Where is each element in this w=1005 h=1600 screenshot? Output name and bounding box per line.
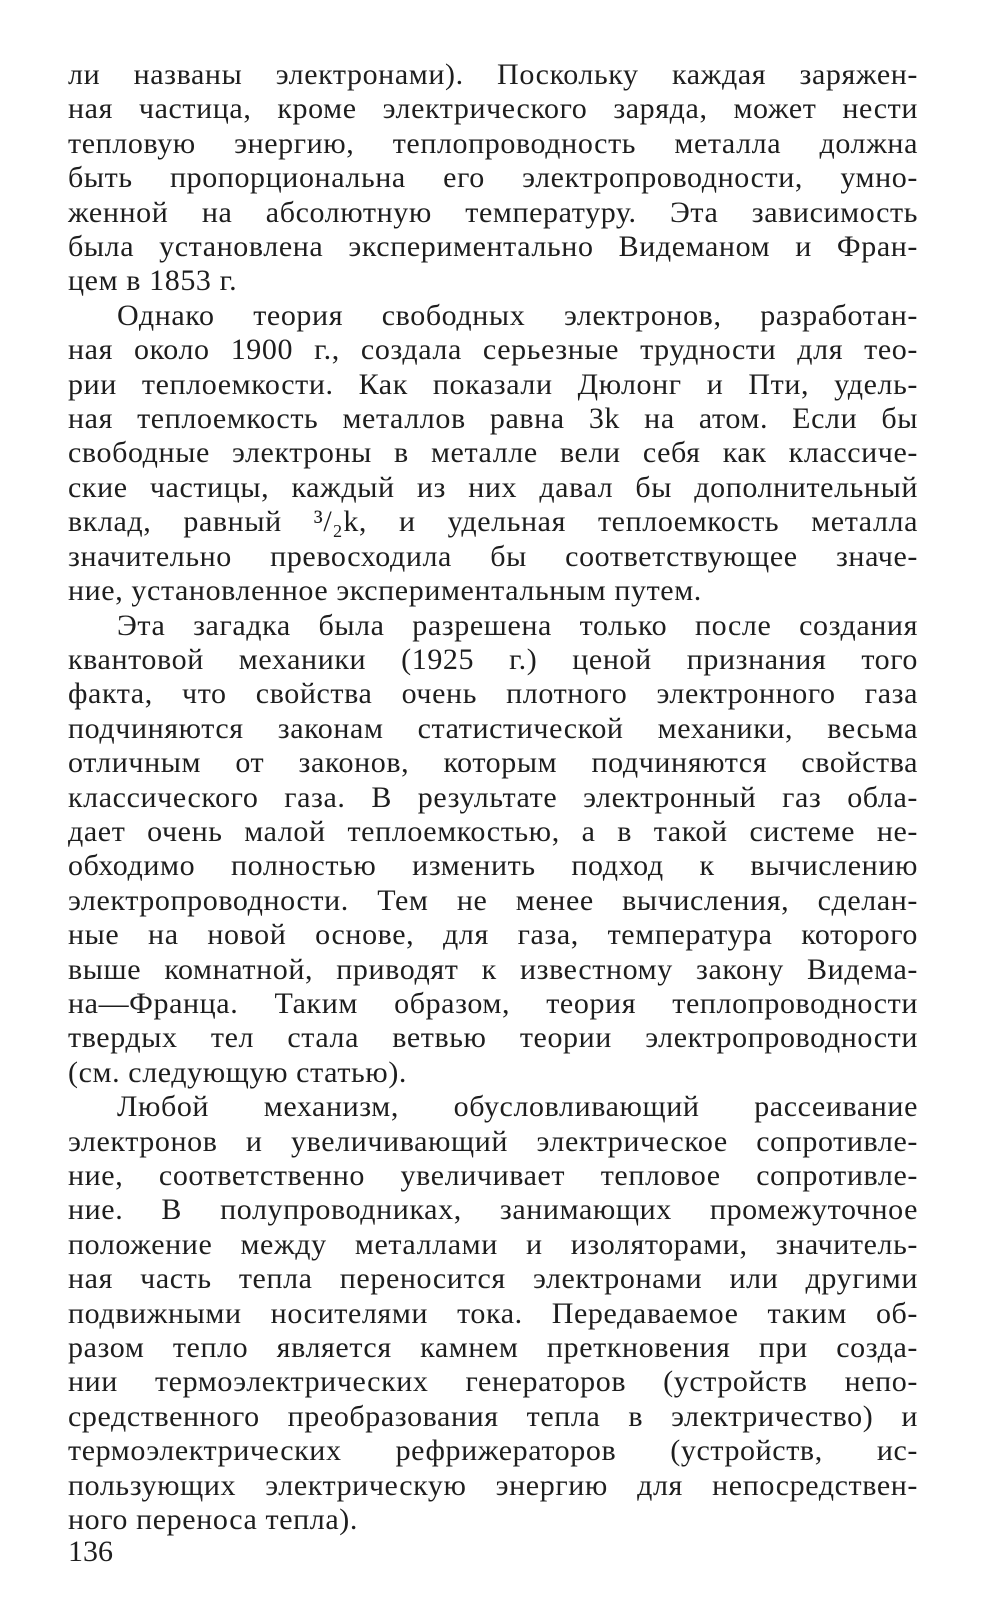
text-line: нии термоэлектрических генераторов (устройств непо- [68, 1365, 918, 1399]
text-line: подчиняются законам статистической механики, весьма [68, 711, 918, 745]
page-body [68, 58, 918, 1537]
text-line: ние, установленное экспериментальным путем. [68, 574, 702, 608]
text-line: вклад, равный ³/₂k, и удельная теплоемкость металла [68, 505, 918, 539]
text-line: быть пропорциональна его электропроводности, умно- [68, 161, 918, 195]
text-line: (см. следующую статью). [68, 1055, 408, 1089]
text-line: ние, соответственно увеличивает тепловое сопротивле- [68, 1159, 918, 1192]
text-line: разом тепло является камнем преткновения при созда- [68, 1331, 918, 1365]
text-line: ли названы электронами). Поскольку каждая заряжен- [68, 58, 918, 91]
paragraph [68, 609, 918, 1091]
text-line: выше комнатной, приводят к известному закону Видема- [68, 952, 918, 986]
paragraph [68, 58, 918, 299]
text-line: Эта загадка была разрешена только после создания [117, 608, 918, 642]
text-line: классического газа. В результате электронный газ обла- [68, 780, 918, 814]
text-line: дает очень малой теплоемкостью, а в такой системе не- [68, 814, 918, 848]
text-line: тепловую энергию, теплопроводность металла должна [68, 126, 918, 160]
text-body [68, 58, 918, 1537]
text-line: обходимо полностью изменить подход к вычислению [68, 849, 918, 883]
text-line: твердых тел стала ветвью теории электропроводности [68, 1021, 918, 1055]
text-line: электропроводности. Тем не менее вычисления, сделан- [68, 883, 918, 917]
text-line: ного переноса тепла). [68, 1503, 358, 1537]
text-line: ние. В полупроводниках, занимающих промежуточное [68, 1193, 918, 1227]
text-line: квантовой механики (1925 г.) ценой признания того [68, 642, 918, 676]
text-line: ная около 1900 г., создала серьезные трудности для тео- [68, 333, 918, 367]
text-line: рии теплоемкости. Как показали Дюлонг и Пти, удель- [68, 367, 918, 401]
text-line: ские частицы, каждый из них давал бы дополнительный [68, 470, 918, 504]
text-line: на—Франца. Таким образом, теория теплопроводности [68, 986, 918, 1020]
text-line: отличным от законов, которым подчиняются свойства [68, 746, 918, 780]
paragraph [68, 299, 918, 609]
text-line: ная частица, кроме электрического заряда, может нести [68, 92, 918, 126]
text-line: Любой механизм, обусловливающий рассеивание [117, 1090, 918, 1124]
text-line: женной на абсолютную температуру. Эта зависимость [68, 195, 918, 229]
text-line: ные на новой основе, для газа, температура которого [68, 918, 918, 952]
text-line: свободные электроны в металле вели себя как классиче- [68, 436, 918, 470]
text-line: положение между металлами и изоляторами, значитель- [68, 1227, 918, 1261]
text-line: термоэлектрических рефрижераторов (устройств, ис- [68, 1434, 918, 1468]
page-number: 136 [68, 1535, 113, 1568]
text-line: ная часть тепла переносится электронами или другими [68, 1262, 918, 1296]
text-line: была установлена экспериментально Видеманом и Фран- [68, 230, 918, 264]
text-line: значительно превосходила бы соответствующее значе- [68, 539, 918, 573]
text-line: факта, что свойства очень плотного электронного газа [68, 677, 918, 711]
text-line: ная теплоемкость металлов равна 3k на атом. Если бы [68, 402, 918, 436]
text-line: подвижными носителями тока. Передаваемое таким об- [68, 1296, 918, 1330]
paragraph [68, 1090, 918, 1537]
text-line: пользующих электрическую энергию для непосредствен- [68, 1468, 918, 1502]
text-line: цем в 1853 г. [68, 264, 238, 298]
text-line: средственного преобразования тепла в электричество) и [68, 1399, 918, 1433]
text-line: электронов и увеличивающий электрическое сопротивле- [68, 1124, 918, 1158]
text-line: Однако теория свободных электронов, разработан- [117, 298, 918, 332]
